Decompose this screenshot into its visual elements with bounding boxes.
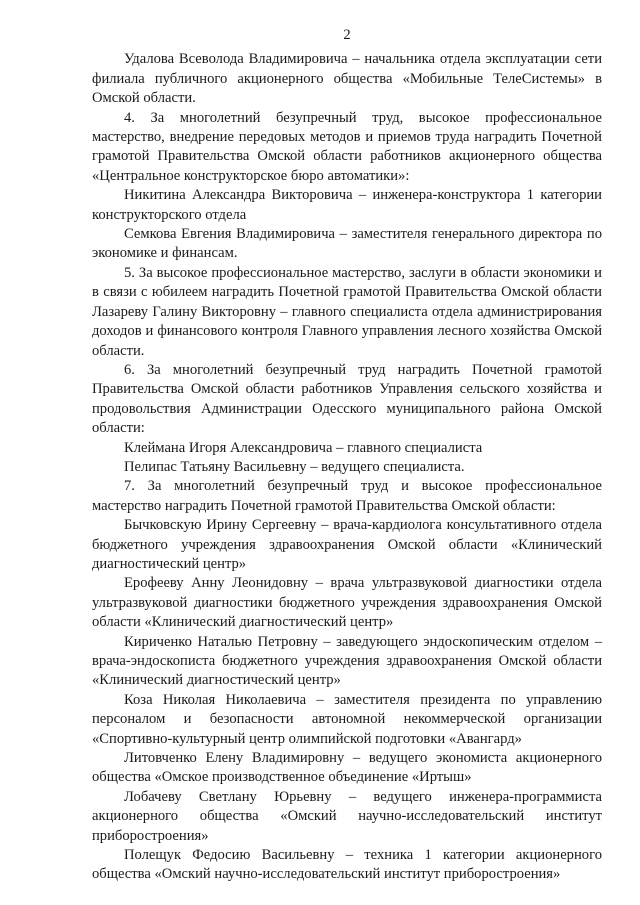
paragraph-poleshchuk: Полещук Федосию Васильевну – техника 1 категории акционерного общества «Омский научно-исследовательский институт приборостроения» — [92, 847, 602, 883]
paragraph-koza: Коза Николая Николаевича – заместителя президента по управлению персоналом и безопасности автономной некоммерческой организации «Спортивно-культурный центр олимпийской подготовки «Авангард» — [92, 691, 602, 747]
paragraph-lobacheva: Лобачеву Светлану Юрьевну – ведущего инженера-программиста акционерного общества «Омский научно-исследовательский институт приборостроения» — [92, 788, 602, 844]
paragraph-item-6: 6. За многолетний безупречный труд наградить Почетной грамотой Правительства Омской области работников Управления сельского хозяйства и продовольствия Администрации Одесского муниципального района Омской области: — [92, 361, 602, 437]
paragraph-udalov: Удалова Всеволода Владимировича – начальника отдела эксплуатации сети филиала публичного акционерного общества «Мобильные ТелеСистемы» в Омской области. — [92, 51, 602, 107]
paragraph-item-7: 7. За многолетний безупречный труд и высокое профессиональное мастерство наградить Почетной грамотой Правительства Омской области: — [92, 478, 602, 514]
paragraph-litovchenko: Литовченко Елену Владимировну – ведущего экономиста акционерного общества «Омское производственное объединение «Иртыш» — [92, 750, 602, 786]
paragraph-erofeeva: Ерофееву Анну Леонидовну – врача ультразвуковой диагностики отдела ультразвуковой диагностики бюджетного учреждения здравоохранения Омской области «Клинический диагностический центр» — [92, 575, 602, 631]
paragraph-kirichenko: Кириченко Наталью Петровну – заведующего эндоскопическим отделом – врача-эндоскописта бюджетного учреждения здравоохранения Омской области «Клинический диагностический центр» — [92, 633, 602, 689]
paragraph-item-4: 4. За многолетний безупречный труд, высокое профессиональное мастерство, внедрение передовых методов и приемов труда наградить Почетной грамотой Правительства Омской области работников акционерного общества «Центральное конструкторское бюро автоматики»: — [92, 109, 602, 184]
paragraph-semkov: Семкова Евгения Владимировича – заместителя генерального директора по экономике и финансам. — [92, 226, 602, 262]
paragraph-kleiman: Клеймана Игоря Александровича – главного специалиста — [124, 439, 483, 456]
paragraph-pelipas: Пелипас Татьяну Васильевну – ведущего специалиста. — [124, 458, 465, 475]
paragraph-bychkovskaya: Бычковскую Ирину Сергеевну – врача-кардиолога консультативного отдела бюджетного учреждения здравоохранения Омской области «Клинический диагностический центр» — [92, 517, 602, 572]
paragraph-nikitin: Никитина Александра Викторовича – инженера-конструктора 1 категории конструкторского отдела — [92, 187, 602, 223]
page-number: 2 — [343, 27, 351, 43]
paragraph-item-5: 5. За высокое профессиональное мастерство, заслуги в области экономики и в связи с юбилеем наградить Почетной грамотой Правительства Омской области Лазареву Галину Викторовну – главного специалиста отдела администрирования доходов и финансового контроля Главного управления лесного хозяйства Омской области. — [92, 264, 602, 359]
